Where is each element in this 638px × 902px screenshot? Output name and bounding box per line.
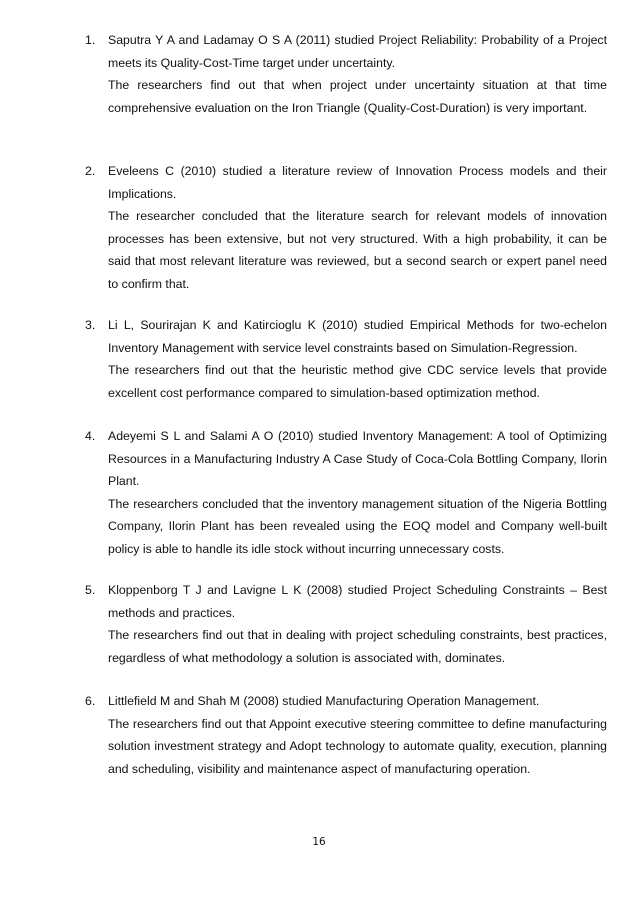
item-number: 3. — [85, 318, 96, 332]
item-number: 4. — [85, 429, 96, 443]
list-item — [85, 29, 607, 119]
item-finding: The researchers find out that in dealing with project scheduling constraints, best practices, regardless of what methodology a solution is associated with, dominates. — [108, 628, 607, 665]
item-number: 5. — [85, 583, 96, 597]
item-statement: Saputra Y A and Ladamay O S A (2011) studied Project Reliability: Probability of a Project meets its Quality-Cost-Time target under uncertainty. — [108, 33, 607, 70]
item-body — [108, 690, 607, 780]
item-finding: The researchers find out that when project under uncertainty situation at that time comprehensive evaluation on the Iron Triangle (Quality-Cost-Duration) is very important. — [108, 78, 607, 115]
item-finding: The researchers find out that Appoint executive steering committee to define manufacturing solution investment strategy and Adopt technology to automate quality, execution, planning and scheduling, visibility and maintenance aspect of manufacturing operation. — [108, 716, 607, 776]
item-finding: The researchers concluded that the inventory management situation of the Nigeria Bottling Company, Ilorin Plant has been revealed using the EOQ model and Company well-built policy is able to handle its idle stock without incurring unnecessary costs. — [108, 496, 607, 556]
item-finding: The researcher concluded that the literature search for relevant models of innovation processes has been extensive, but not very structured. With a high probability, it can be said that most relevant literature was reviewed, but a second search or expert panel need to confirm that. — [108, 209, 607, 291]
item-number: 1. — [85, 33, 96, 47]
list-item — [85, 690, 607, 780]
item-finding: The researchers find out that the heuristic method give CDC service levels that provide excellent cost performance compared to simulation-based optimization method. — [108, 363, 607, 400]
item-statement: Adeyemi S L and Salami A O (2010) studied Inventory Management: A tool of Optimizing Resources in a Manufacturing Industry A Case Study of Coca-Cola Bottling Company, Ilorin Plant. — [108, 429, 607, 489]
item-body — [108, 160, 607, 296]
item-body — [108, 579, 607, 669]
list-item — [85, 425, 607, 561]
item-statement: Eveleens C (2010) studied a literature review of Innovation Process models and their Implications. — [108, 164, 607, 201]
list-item — [85, 314, 607, 404]
item-body — [108, 314, 607, 404]
item-statement: Li L, Sourirajan K and Katircioglu K (2010) studied Empirical Methods for two-echelon Inventory Management with service level constraints based on Simulation-Regression. — [108, 318, 607, 355]
item-body — [108, 425, 607, 561]
item-statement: Littlefield M and Shah M (2008) studied Manufacturing Operation Management. — [108, 694, 540, 708]
item-number: 6. — [85, 694, 96, 708]
list-item — [85, 579, 607, 669]
list-item — [85, 160, 607, 296]
item-number: 2. — [85, 164, 96, 178]
item-statement: Kloppenborg T J and Lavigne L K (2008) studied Project Scheduling Constraints – Best methods and practices. — [108, 583, 607, 620]
page-number: 16 — [312, 836, 326, 848]
item-body — [108, 29, 607, 119]
